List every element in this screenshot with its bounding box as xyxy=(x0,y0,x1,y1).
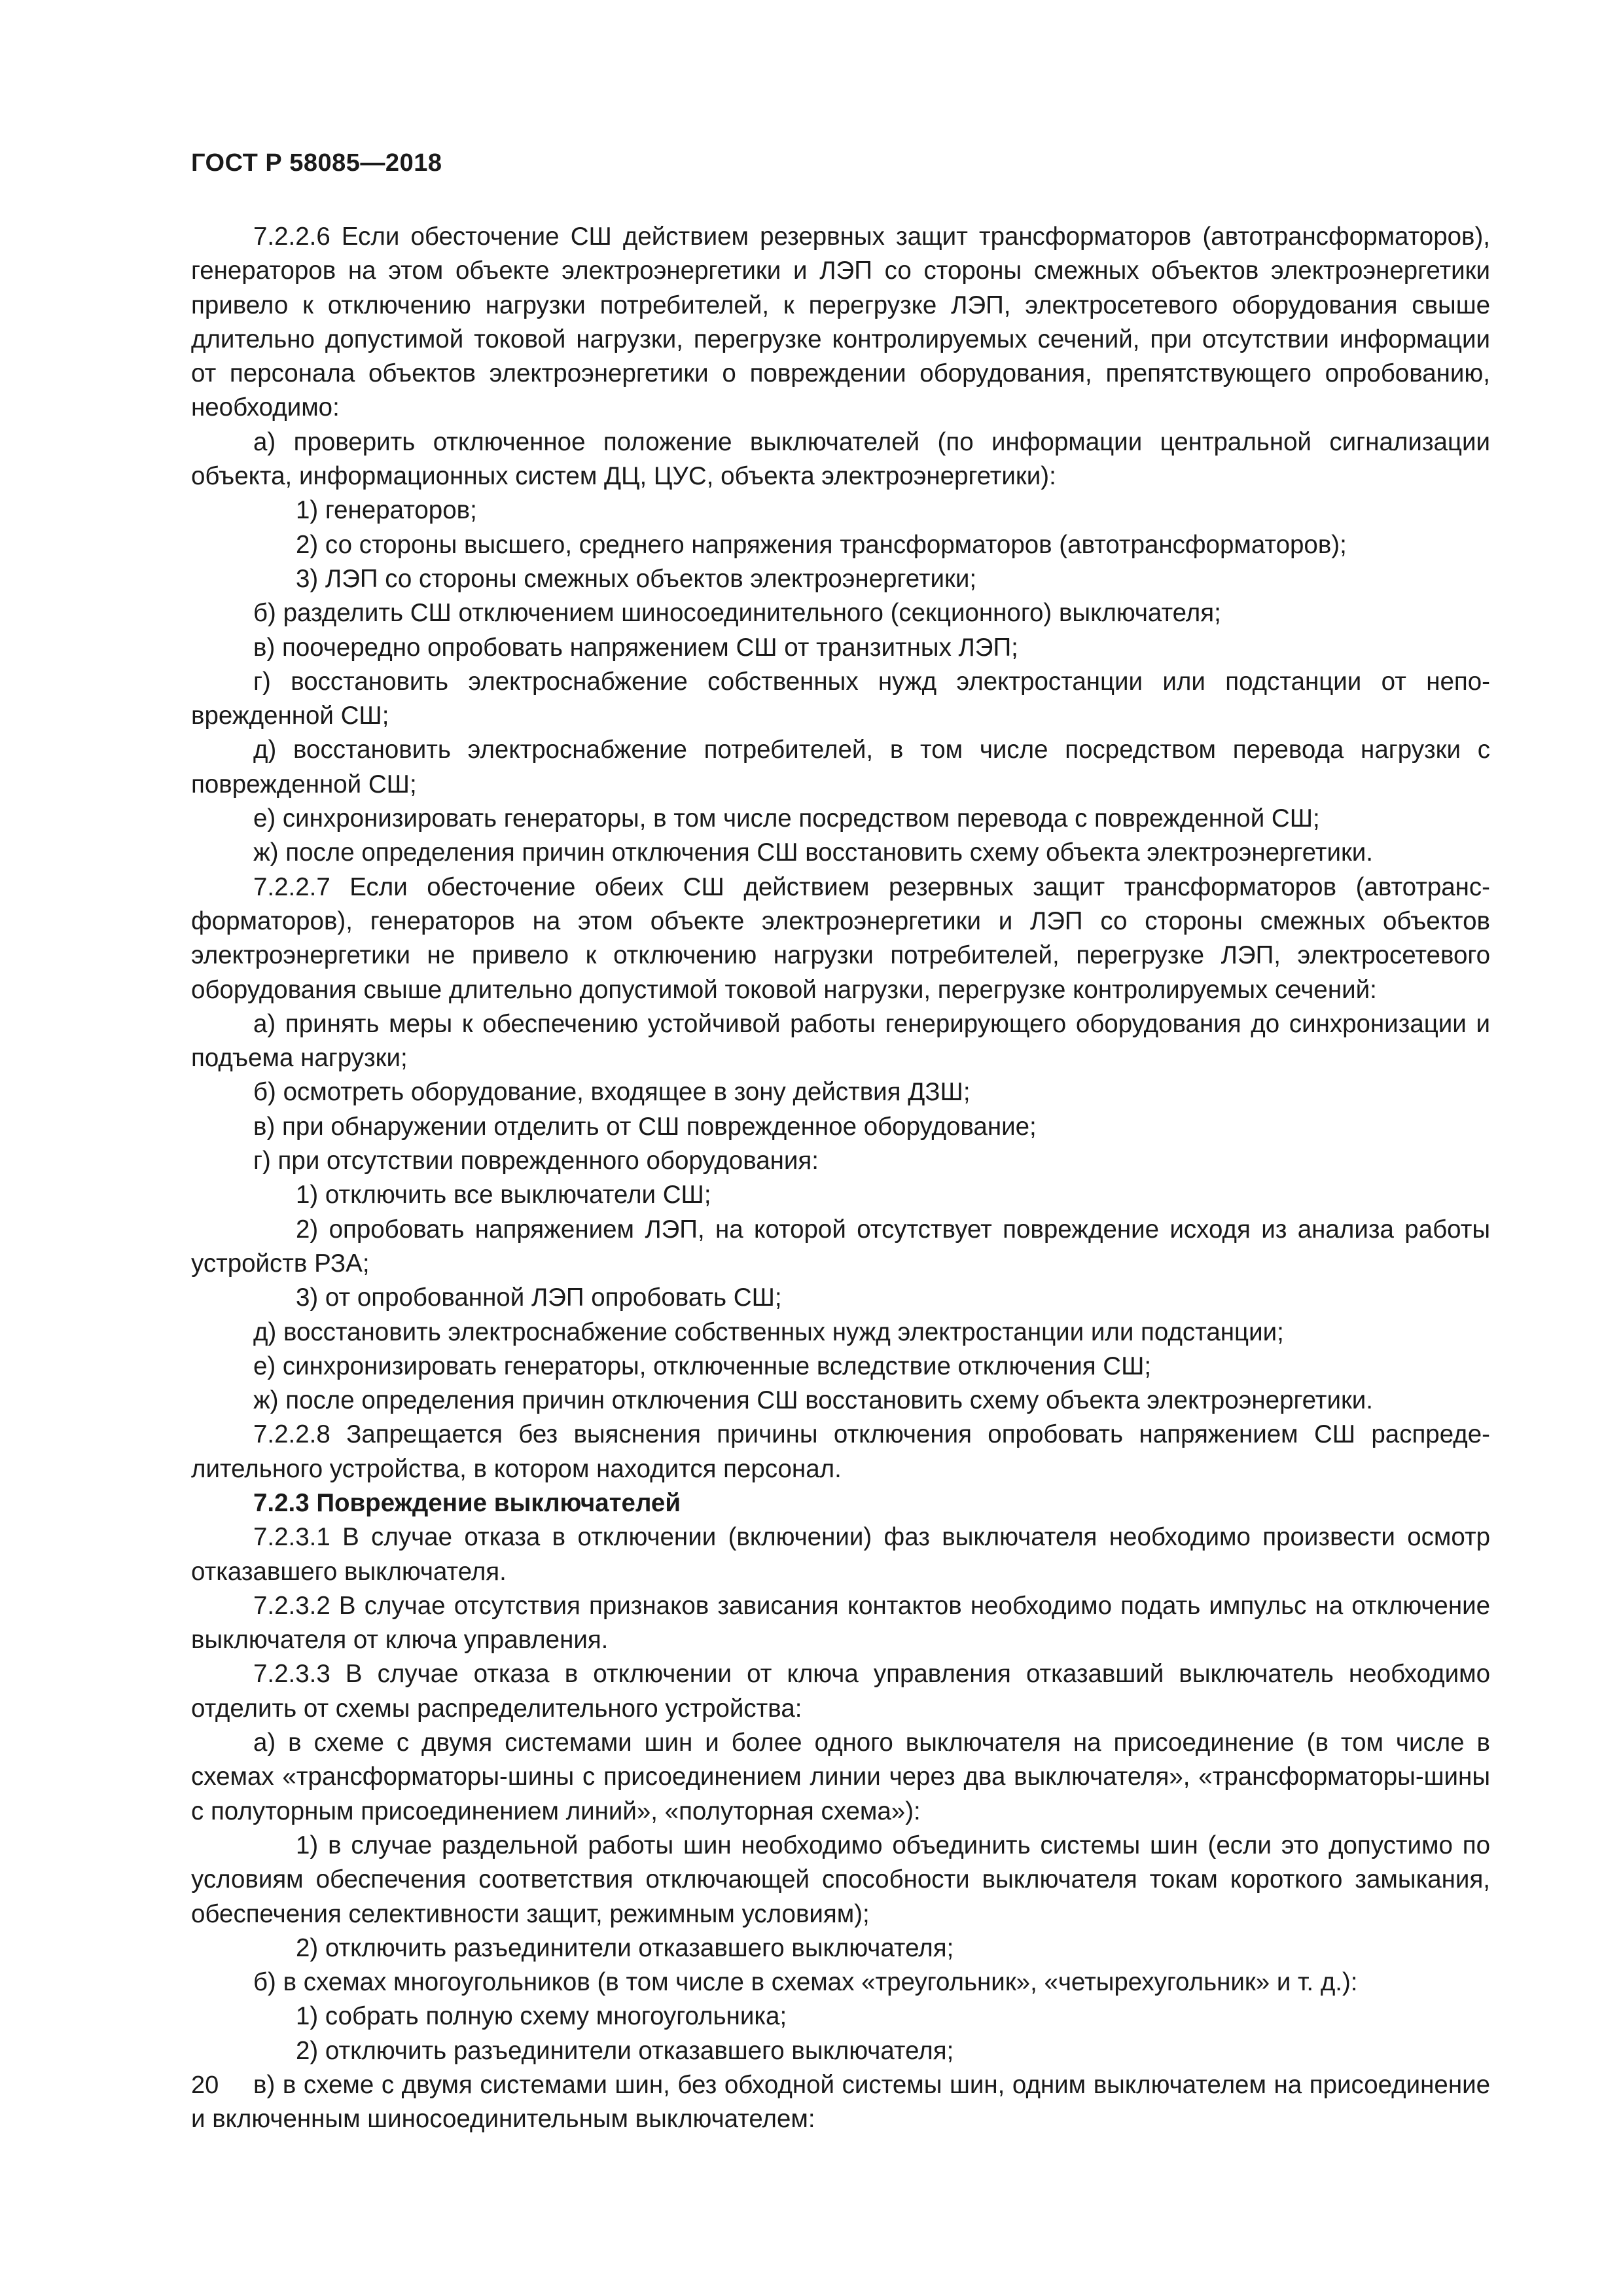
document-code-header: ГОСТ Р 58085—2018 xyxy=(191,149,442,177)
paragraph: 1) в случае раздельной работы шин необходимо объединить системы шин (если это допустимо по условиям обеспечения соответствия отключающей способности выключателя токам короткого замыкания, обеспечения селективности защит, режимным условиям); xyxy=(191,1831,1490,1928)
paragraph: е) синхронизировать генераторы, в том числе посредством перевода с поврежденной СШ; xyxy=(253,804,1320,833)
paragraph: а) в схеме с двумя системами шин и более одного выключателя на присоединение (в том числе в схемах «трансформаторы-шины с присоединением линии через два выключателя», «трансформаторы-шины с полуторным присоединением линий», «полуторная схема»): xyxy=(191,1729,1490,1825)
paragraph: в) в схеме с двумя системами шин, без обходной системы шин, одним выключателем на присоединение и включенным шиносоединительным выключателем: xyxy=(191,2071,1490,2134)
paragraph: д) восстановить электроснабжение потребителей, в том числе посредством перевода нагрузки с поврежденной СШ; xyxy=(191,736,1490,798)
section-heading: 7.2.3 Повреждение выключателей xyxy=(253,1488,681,1517)
paragraph: 3) от опробованной ЛЭП опробовать СШ; xyxy=(296,1283,782,1312)
paragraph: в) при обнаружении отделить от СШ поврежденное оборудование; xyxy=(253,1112,1037,1141)
document-body xyxy=(191,220,1490,2137)
paragraph: 2) со стороны высшего, среднего напряжения трансформаторов (автотрансформаторов); xyxy=(296,530,1347,559)
paragraph: 7.2.3.1 В случае отказа в отключении (включении) фаз выключателя необходимо произвести осмотр отказавшего выключателя. xyxy=(191,1523,1490,1586)
paragraph: 2) отключить разъединители отказавшего выключателя; xyxy=(296,2036,954,2065)
paragraph: ж) после определения причин отключения СШ восстановить схему объекта электроэнергетики. xyxy=(253,1386,1373,1415)
paragraph: б) осмотреть оборудование, входящее в зону действия ДЗШ; xyxy=(253,1078,971,1107)
paragraph: 1) собрать полную схему многоугольника; xyxy=(296,2002,787,2031)
paragraph: 2) опробовать напряжением ЛЭП, на которой отсутствует повреждение исходя из анализа работы устройств РЗА; xyxy=(191,1215,1490,1278)
paragraph: а) проверить отключенное положение выключателей (по информации центральной сигнализации объекта, информационных систем ДЦ, ЦУС, объекта электроэнергетики): xyxy=(191,427,1490,491)
paragraph: 7.2.3.2 В случае отсутствия признаков зависания контактов необходимо подать импульс на отключение выключателя от ключа управления. xyxy=(191,1591,1490,1655)
paragraph: г) восстановить электроснабжение собственных нужд электростанции или подстанции от неповрежденной СШ; xyxy=(191,667,1490,730)
paragraph: ж) после определения причин отключения СШ восстановить схему объекта электроэнергетики. xyxy=(253,838,1373,867)
paragraph: д) восстановить электроснабжение собственных нужд электростанции или подстанции; xyxy=(253,1318,1284,1346)
paragraph: 3) ЛЭП со стороны смежных объектов электроэнергетики; xyxy=(296,564,977,593)
paragraph: 7.2.3.3 В случае отказа в отключении от ключа управления отказавший выключатель необходимо отделить от схемы распределительного устройства: xyxy=(191,1660,1490,1723)
page-number: 20 xyxy=(191,2072,219,2099)
paragraph: 2) отключить разъединители отказавшего выключателя; xyxy=(296,1933,954,1962)
paragraph: 1) отключить все выключатели СШ; xyxy=(296,1181,711,1210)
paragraph: а) принять меры к обеспечению устойчивой работы генерирующего оборудования до синхронизации и подъема нагрузки; xyxy=(191,1009,1490,1073)
paragraph: 7.2.2.7 Если обесточение обеих СШ действием резервных защит трансформаторов (автотрансформаторов), генераторов на этом объекте электроэнергетики и ЛЭП со стороны смежных объектов электроэнергетики не привело к отключению нагрузки потребителей, перегрузке ЛЭП, электросетевого оборудования свыше длительно допустимой токовой нагрузки, перегрузке контролируемых сечений: xyxy=(191,872,1490,1004)
paragraph: 7.2.2.6 Если обесточение СШ действием резервных защит трансформаторов (автотрансформаторов), генераторов на этом объекте электроэнергетики и ЛЭП со стороны смежных объектов электроэнергетики привело к отключению нагрузки потребителей, к перегрузке ЛЭП, электросетевого оборудования свыше длительно допустимой токовой нагрузки, перегрузке контролируемых сечений, при отсутствии информации от персонала объектов электроэнергетики о повреждении оборудования, препятствующего опробованию, необходимо: xyxy=(191,223,1490,422)
paragraph: е) синхронизировать генераторы, отключенные вследствие отключения СШ; xyxy=(253,1352,1152,1380)
paragraph: в) поочередно опробовать напряжением СШ от транзитных ЛЭП; xyxy=(253,633,1018,662)
paragraph: б) разделить СШ отключением шиносоединительного (секционного) выключателя; xyxy=(253,599,1221,628)
paragraph: 7.2.2.8 Запрещается без выяснения причины отключения опробовать напряжением СШ распределительного устройства, в котором находится персонал. xyxy=(191,1420,1490,1483)
paragraph: б) в схемах многоугольников (в том числе в схемах «треугольник», «четырехугольник» и т. д.): xyxy=(253,1968,1358,1997)
paragraph: г) при отсутствии поврежденного оборудования: xyxy=(253,1147,819,1175)
paragraph: 1) генераторов; xyxy=(296,496,477,525)
